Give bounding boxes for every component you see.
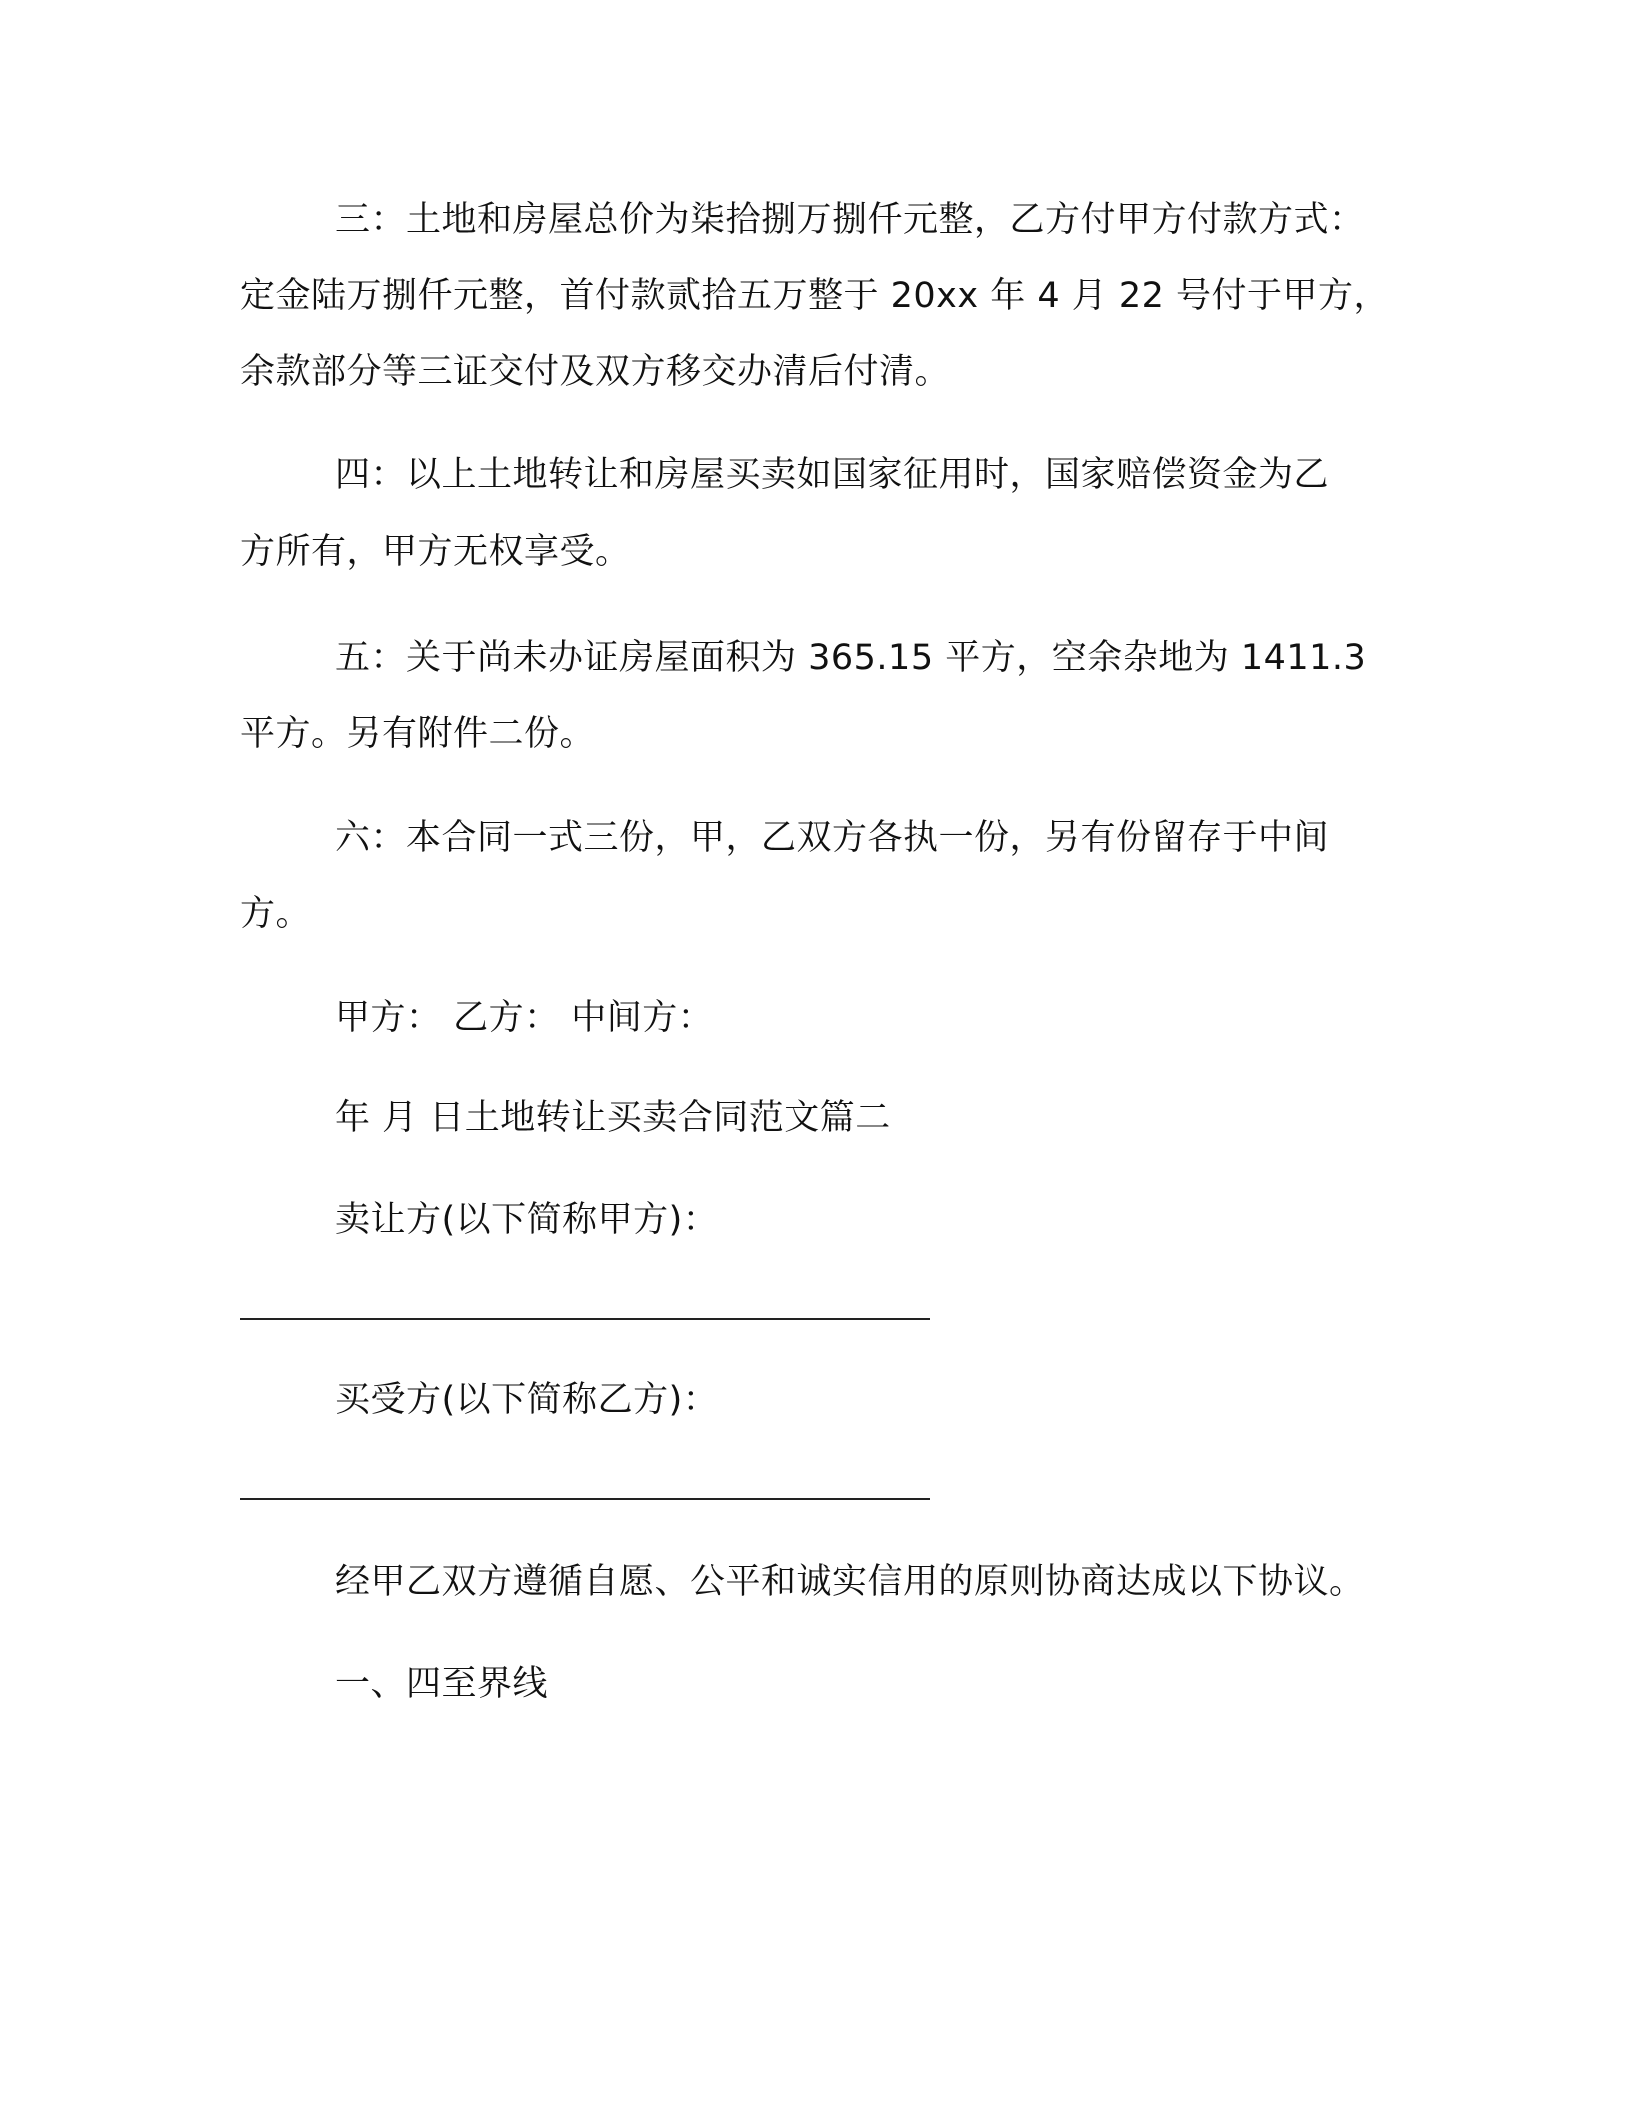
clause-3-line-2: 定金陆万捌仟元整，首付款贰拾五万整于 20xx 年 4 月 22 号付于甲方， (240, 276, 1390, 316)
clause-4-line-1: 四：以上土地转让和房屋买卖如国家征用时，国家赔偿资金为乙 (335, 455, 1330, 495)
signature-parties: 甲方： 乙方： 中间方： (335, 998, 714, 1038)
clause-3-line-1: 三：土地和房屋总价为柒拾捌万捌仟元整，乙方付甲方付款方式： (335, 200, 1365, 240)
buyer-label: 买受方(以下简称乙方)： (335, 1380, 719, 1420)
seller-label: 卖让方(以下简称甲方)： (335, 1200, 719, 1240)
section-1-heading: 一、四至界线 (335, 1664, 549, 1704)
contract-title-2: 年 月 日土地转让买卖合同范文篇二 (335, 1098, 891, 1138)
buyer-blank-line (240, 1498, 930, 1500)
clause-4-line-2: 方所有，甲方无权享受。 (240, 532, 631, 572)
seller-blank-line (240, 1318, 930, 1320)
clause-6-line-1: 六：本合同一式三份，甲，乙双方各执一份，另有份留存于中间 (335, 818, 1330, 858)
clause-6-line-2: 方。 (240, 894, 312, 934)
clause-5-line-1: 五：关于尚未办证房屋面积为 365.15 平方，空余杂地为 1411.3 (335, 638, 1367, 678)
agreement-statement: 经甲乙双方遵循自愿、公平和诚实信用的原则协商达成以下协议。 (335, 1562, 1365, 1602)
clause-5-line-2: 平方。另有附件二份。 (240, 714, 596, 754)
clause-3-line-3: 余款部分等三证交付及双方移交办清后付清。 (240, 352, 951, 392)
